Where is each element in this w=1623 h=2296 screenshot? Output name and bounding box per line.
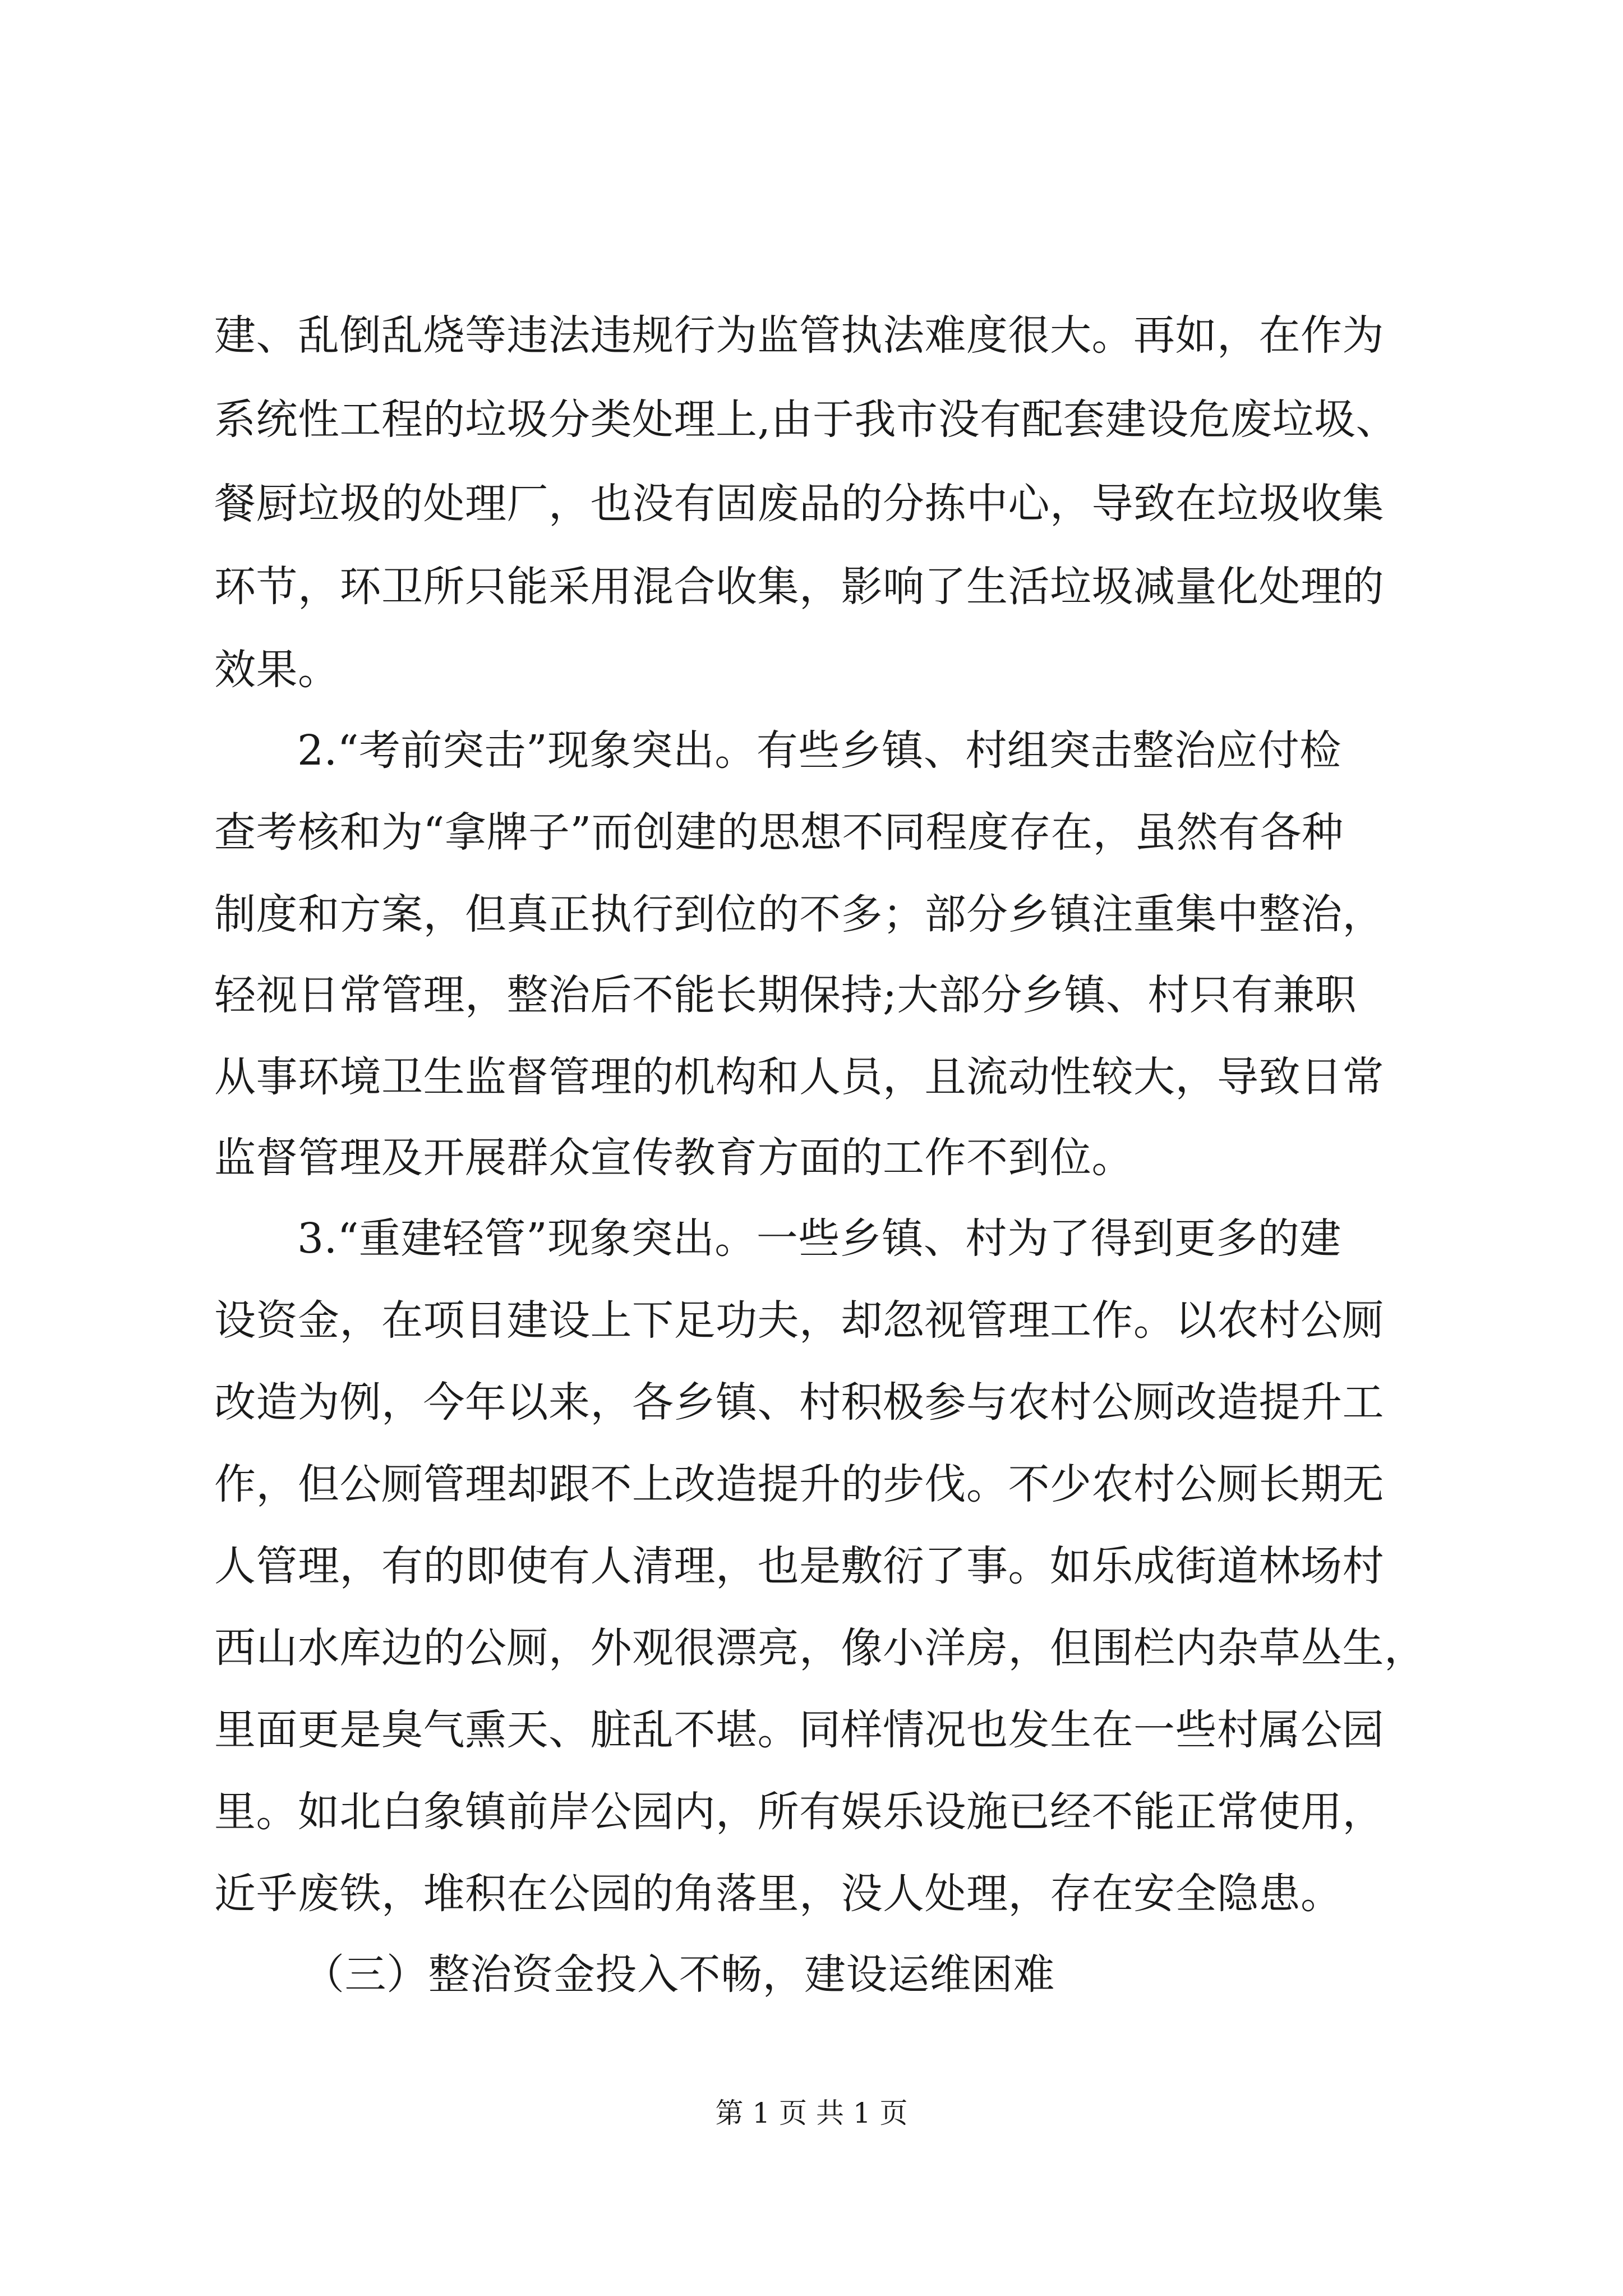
body-text-line: 里面更是臭气熏天、脏乱不堪。同样情况也发生在一些村属公园 xyxy=(214,1706,1384,1754)
section-heading: （三）整治资金投入不畅，建设运维困难 xyxy=(303,1950,1055,1999)
body-text-line: 制度和方案，但真正执行到位的不多；部分乡镇注重集中整治， xyxy=(214,890,1384,938)
body-text-line: 作，但公厕管理却跟不上改造提升的步伐。不少农村公厕长期无 xyxy=(214,1460,1384,1508)
body-text-line: 设资金，在项目建设上下足功夫，却忽视管理工作。以农村公厕 xyxy=(214,1296,1384,1345)
body-text-line: 从事环境卫生监督管理的机构和人员，且流动性较大，导致日常 xyxy=(214,1053,1384,1101)
body-text-line: 监督管理及开展群众宣传教育方面的工作不到位。 xyxy=(214,1134,1133,1182)
body-text-line: 建、乱倒乱烧等违法违规行为监管执法难度很大。再如，在作为 xyxy=(214,311,1384,360)
body-text-line: 效果。 xyxy=(214,646,340,694)
body-text-line: 查考核和为“拿牌子”而创建的思想不同程度存在，虽然有各种 xyxy=(214,808,1344,857)
body-text-line: 环节，环卫所只能采用混合收集，影响了生活垃圾减量化处理的 xyxy=(214,563,1384,611)
paragraph-start-line: 2.“考前突击”现象突出。有些乡镇、村组突击整治应付检 xyxy=(297,726,1341,775)
paragraph-start-line: 3.“重建轻管”现象突出。一些乡镇、村为了得到更多的建 xyxy=(297,1214,1341,1263)
body-text-line: 近乎废铁，堆积在公园的角落里，没人处理，存在安全隐患。 xyxy=(214,1870,1343,1918)
body-text-line: 里。如北白象镇前岸公园内，所有娱乐设施已经不能正常使用， xyxy=(214,1788,1384,1836)
body-text-line: 系统性工程的垃圾分类处理上,由于我市没有配套建设危废垃圾、 xyxy=(214,395,1398,444)
body-text-line: 人管理，有的即使有人清理，也是敷衍了事。如乐成街道林场村 xyxy=(214,1542,1384,1590)
body-text-line: 改造为例，今年以来，各乡镇、村积极参与农村公厕改造提升工 xyxy=(214,1378,1384,1427)
body-text-line: 餐厨垃圾的处理厂，也没有固废品的分拣中心，导致在垃圾收集 xyxy=(214,480,1384,528)
body-text-line: 西山水库边的公厕，外观很漂亮，像小洋房，但围栏内杂草丛生， xyxy=(214,1624,1426,1672)
body-text-line: 轻视日常管理，整治后不能长期保持;大部分乡镇、村只有兼职 xyxy=(214,971,1357,1019)
page-footer: 第 1 页 共 1 页 xyxy=(715,2097,908,2129)
